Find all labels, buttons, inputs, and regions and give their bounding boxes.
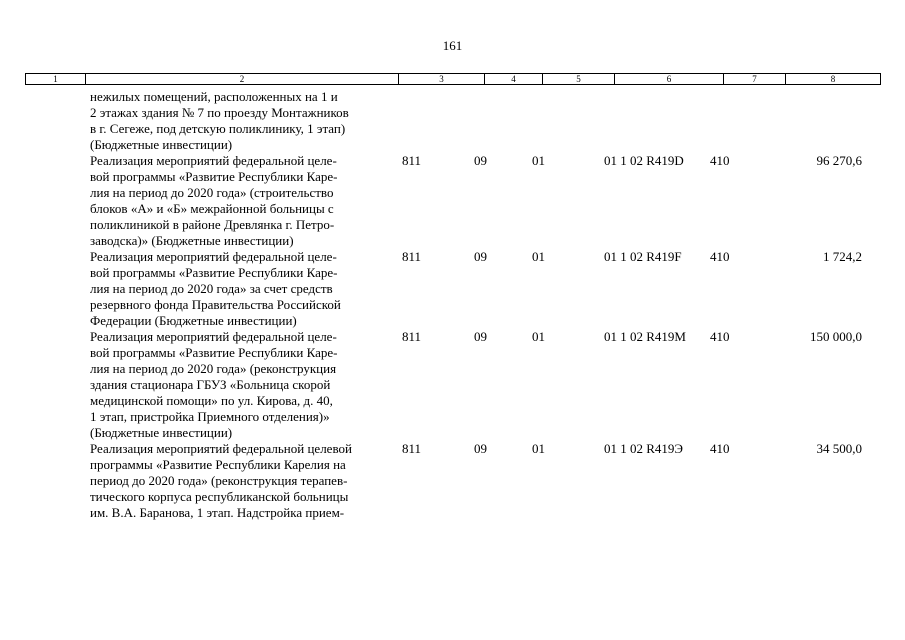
description-line: нежилых помещений, расположенных на 1 и xyxy=(90,89,338,104)
cell-section xyxy=(474,89,532,153)
page-number: 161 xyxy=(442,38,463,53)
table-row xyxy=(0,329,905,441)
table-row xyxy=(0,249,905,329)
description-line: (Бюджетные инвестиции) xyxy=(90,137,233,152)
description-line: вой программы «Развитие Республики Каре- xyxy=(90,345,338,360)
description-line: Реализация мероприятий федеральной целевой xyxy=(90,441,352,456)
cell-subsection: 01 xyxy=(532,441,545,456)
header-col-3: 3 xyxy=(399,74,485,85)
description-line: блоков «А» и «Б» межрайонной больницы с xyxy=(90,201,334,216)
cell-description xyxy=(90,441,402,521)
description-line: тического корпуса республиканской больницы xyxy=(90,489,349,504)
cell-section: 09 xyxy=(474,441,487,456)
description-line: медицинской помощи» по ул. Кирова, д. 40, xyxy=(90,393,333,408)
header-col-5: 5 xyxy=(543,74,615,85)
description-line: Федерации (Бюджетные инвестиции) xyxy=(90,313,297,328)
cell-amount: 1 724,2 xyxy=(823,249,862,264)
cell-section: 09 xyxy=(474,153,487,168)
cell-subsection: 01 xyxy=(532,329,545,344)
description-line: Реализация мероприятий федеральной целе- xyxy=(90,249,337,264)
cell-amount: 96 270,6 xyxy=(816,153,862,168)
description-line: резервного фонда Правительства Российской xyxy=(90,297,341,312)
cell-target-article: 01 1 02 R419Э xyxy=(604,441,684,456)
cell-expense-type: 410 xyxy=(710,249,730,264)
cell-code xyxy=(402,89,474,153)
description-line: лия на период до 2020 года» (реконструкция xyxy=(90,361,337,376)
header-col-1: 1 xyxy=(26,74,86,85)
cell-subsection xyxy=(532,89,604,153)
description-line: 1 этап, пристройка Приемного отделения)» xyxy=(90,409,330,424)
cell-expense-type: 410 xyxy=(710,329,730,344)
budget-rows xyxy=(0,89,905,521)
description-line: 2 этажах здания № 7 по проезду Монтажников xyxy=(90,105,349,120)
cell-target-article: 01 1 02 R419F xyxy=(604,249,682,264)
cell-section: 09 xyxy=(474,249,487,264)
table-row xyxy=(0,89,905,153)
cell-expense-type: 410 xyxy=(710,153,730,168)
description-line: (Бюджетные инвестиции) xyxy=(90,425,233,440)
cell-amount: 150 000,0 xyxy=(810,329,862,344)
cell-code: 811 xyxy=(402,153,422,168)
header-col-2: 2 xyxy=(86,74,399,85)
header-col-4: 4 xyxy=(485,74,543,85)
table-row xyxy=(0,441,905,521)
description-line: период до 2020 года» (реконструкция терапев- xyxy=(90,473,348,488)
description-line: им. В.А. Баранова, 1 этап. Надстройка прием- xyxy=(90,505,345,520)
description-line: вой программы «Развитие Республики Каре- xyxy=(90,265,338,280)
cell-section: 09 xyxy=(474,329,487,344)
description-line: в г. Сегеже, под детскую поликлинику, 1 этап) xyxy=(90,121,346,136)
cell-expense-type: 410 xyxy=(710,441,730,456)
cell-description xyxy=(90,89,402,153)
description-line: здания стационара ГБУЗ «Больница скорой xyxy=(90,377,331,392)
cell-expense-type xyxy=(710,89,770,153)
cell-description xyxy=(90,153,402,249)
cell-code: 811 xyxy=(402,329,422,344)
table-row xyxy=(0,153,905,249)
cell-code: 811 xyxy=(402,441,422,456)
cell-code: 811 xyxy=(402,249,422,264)
description-line: Реализация мероприятий федеральной целе- xyxy=(90,153,337,168)
description-line: лия на период до 2020 года» за счет средств xyxy=(90,281,333,296)
header-col-8: 8 xyxy=(786,74,881,85)
description-line: лия на период до 2020 года» (строительство xyxy=(90,185,334,200)
description-line: поликлиникой в районе Древлянка г. Петро- xyxy=(90,217,335,232)
description-line: программы «Развитие Республики Карелия на xyxy=(90,457,346,472)
description-line: заводска)» (Бюджетные инвестиции) xyxy=(90,233,294,248)
header-col-6: 6 xyxy=(615,74,724,85)
cell-target-article: 01 1 02 R419D xyxy=(604,153,684,168)
description-line: Реализация мероприятий федеральной целе- xyxy=(90,329,337,344)
column-number-header xyxy=(25,73,881,85)
cell-target-article xyxy=(604,89,710,153)
cell-subsection: 01 xyxy=(532,153,545,168)
cell-subsection: 01 xyxy=(532,249,545,264)
header-col-7: 7 xyxy=(724,74,786,85)
description-line: вой программы «Развитие Республики Каре- xyxy=(90,169,338,184)
cell-amount: 34 500,0 xyxy=(816,441,862,456)
cell-amount xyxy=(770,89,862,153)
cell-description xyxy=(90,329,402,441)
cell-target-article: 01 1 02 R419M xyxy=(604,329,686,344)
cell-description xyxy=(90,249,402,329)
